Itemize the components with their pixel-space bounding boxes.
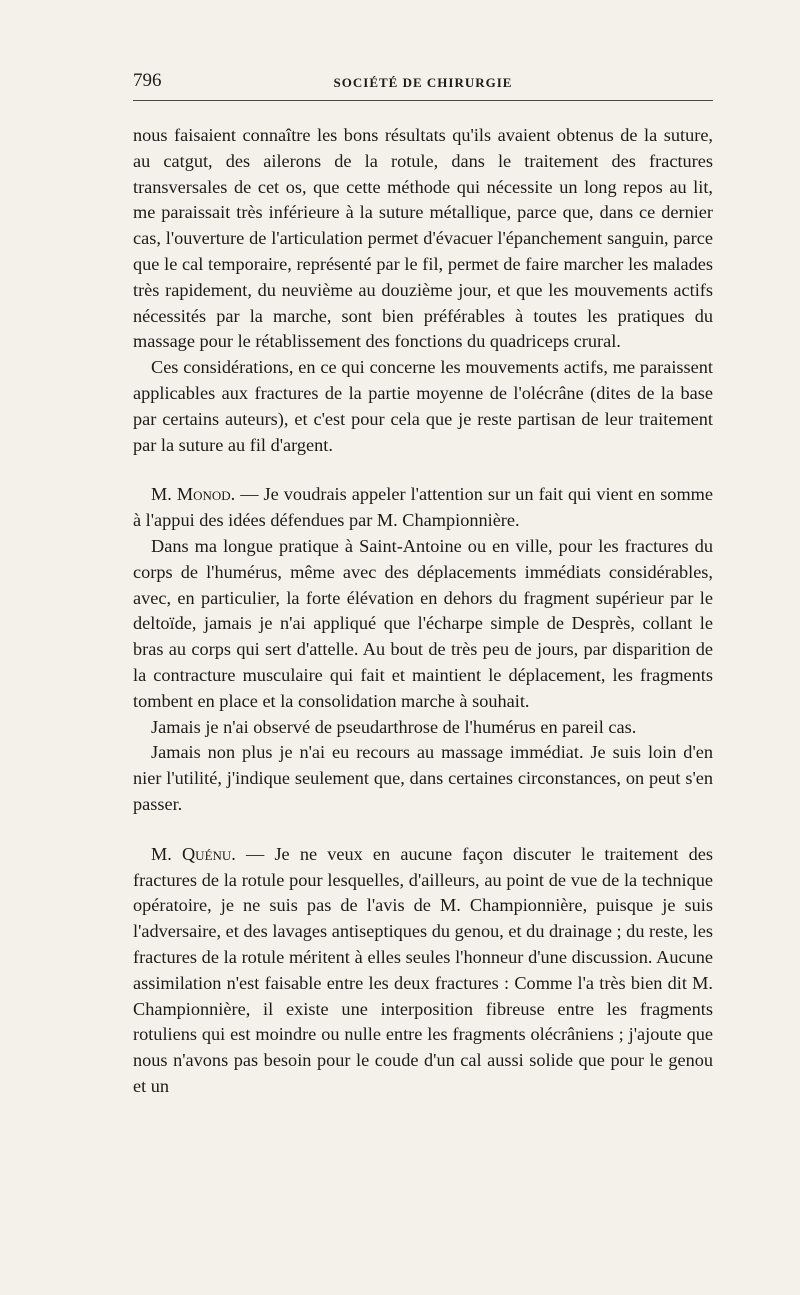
page-number: 796 — [133, 70, 162, 91]
paragraph: Ces considérations, en ce qui concerne les mouvements actifs, me paraissent applicables aux fractures de la partie moyenne de l'olécrâne (dites de la base par certains auteurs), et c'est pour cela que je reste partisan de leur traitement par la suture au fil d'argent. — [133, 357, 713, 455]
running-header — [133, 66, 713, 101]
running-title: SOCIÉTÉ DE CHIRURGIE — [333, 75, 513, 90]
speaker-name: M. Quénu. — [151, 843, 236, 864]
paragraph: M. Quénu. — Je ne veux en aucune façon discuter le traitement des fractures de la rotule pour lesquelles, d'ailleurs, au point de vue de la technique opératoire, je ne suis pas de l'avis de M. Championnière, puisque je suis l'adversaire, et des lavages antiseptiques du genou, et du drainage ; du reste, les fractures de la rotule méritent à elles seules l'honneur d'une discussion. Aucune assimilation n'est faisable entre les deux fractures : Comme l'a très bien dit M. Championnière, il existe une interposition fibreuse entre les fragments rotuliens qui est moindre ou nulle entre les fragments olécrâniens ; j'ajoute que nous n'avons pas besoin pour le coude d'un cal aussi solide que pour le genou et un — [133, 843, 713, 1096]
speaker-name: M. Monod. — [151, 484, 236, 505]
paragraph: Jamais je n'ai observé de pseudarthrose de l'humérus en pareil cas. — [151, 716, 637, 737]
paragraph: nous faisaient connaître les bons résultats qu'ils avaient obtenus de la suture, au catgut, des ailerons de la rotule, dans le traitement des fractures transversales de cet os, que cette méthode qui nécessite un long repos au lit, me paraissait très inférieure à la suture métallique, parce que, dans ce dernier cas, l'ouverture de l'articulation permet d'évacuer l'épanchement sanguin, parce que le cal temporaire, représenté par le fil, permet de faire marcher les malades très rapidement, du neuvième au douzième jour, et que les mouvements actifs nécessités par la marche, sont bien préférables à toutes les pratiques du massage pour le rétablissement des fonctions du quadriceps crural. — [133, 125, 713, 352]
body-text — [133, 123, 713, 1100]
paragraph: Dans ma longue pratique à Saint-Antoine ou en ville, pour les fractures du corps de l'humérus, même avec des déplacements immédiats considérables, avec, en particulier, la forte élévation en dehors du fragment supérieur par le deltoïde, jamais je n'ai appliqué que l'écharpe simple de Desprès, collant le bras au corps qui sert d'attelle. Au bout de très peu de jours, par disparition de la contracture musculaire qui fait et maintient le déplacement, les fragments tombent en place et la consolidation marche à souhait. — [133, 535, 713, 711]
document-page — [133, 66, 713, 1100]
paragraph: M. Monod. — Je voudrais appeler l'attention sur un fait qui vient en somme à l'appui des idées défendues par M. Championnière. — [133, 484, 714, 531]
paragraph: Jamais non plus je n'ai eu recours au massage immédiat. Je suis loin d'en nier l'utilité, j'indique seulement que, dans certaines circonstances, on peut s'en passer. — [133, 742, 713, 814]
